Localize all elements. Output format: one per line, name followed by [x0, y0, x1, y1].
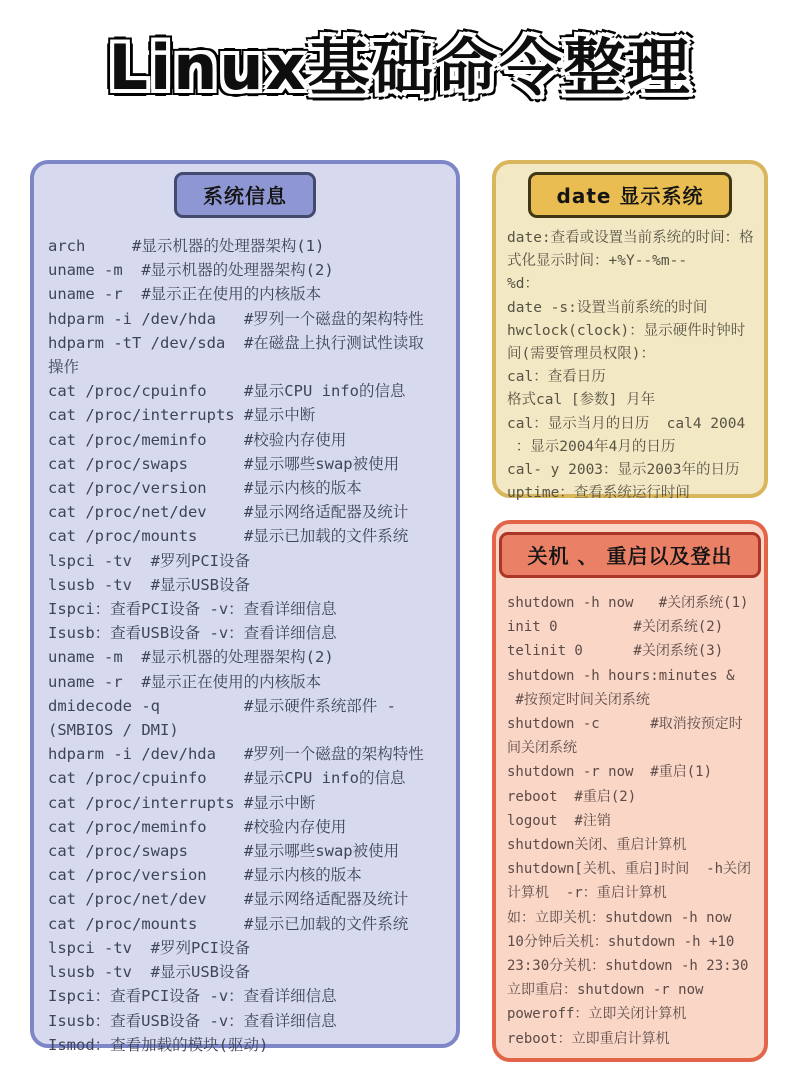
command-line: shutdown -h now #关闭系统(1)	[507, 595, 749, 611]
command-line: cal：查看日历	[507, 369, 606, 386]
command-line: uname -m #显示机器的处理器架构(2)	[48, 648, 334, 667]
panel-date-display-header: date 显示系统	[528, 172, 733, 218]
command-line: cat /proc/meminfo #校验内存使用	[48, 817, 347, 836]
command-line: uname -m #显示机器的处理器架构(2)	[48, 261, 334, 280]
command-line: cat /proc/mounts #显示已加载的文件系统	[48, 527, 409, 546]
command-line: 间(需要管理员权限)：	[507, 346, 655, 363]
command-line: %d：	[507, 276, 539, 293]
command-line: 式化显示时间：+%Y--%m--	[507, 253, 688, 270]
command-line: shutdown -r now #重启(1)	[507, 764, 713, 781]
command-line: ：显示2004年4月的日历	[507, 438, 676, 455]
command-line: cal：显示当月的日历 cal4 2004	[507, 415, 746, 432]
command-line: uptime：查看系统运行时间	[507, 485, 690, 502]
command-line: lspci -tv #罗列PCI设备	[48, 551, 250, 570]
page-title: Linux基础命令整理	[108, 31, 692, 104]
command-line: hdparm -tT /dev/sda #在磁盘上执行测试性读取	[48, 333, 424, 352]
panel-shutdown	[492, 520, 768, 1062]
command-line: shutdown -c #取消按预定时	[507, 716, 743, 733]
command-line: cat /proc/meminfo #校验内存使用	[48, 430, 347, 449]
command-line: shutdown -h hours:minutes &	[507, 667, 735, 684]
panel-shutdown-header: 关机 、 重启以及登出	[499, 532, 762, 578]
command-line: Ispci：查看PCI设备 -v：查看详细信息	[48, 987, 337, 1006]
command-line: (SMBIOS / DMI)	[48, 721, 179, 740]
command-line: cat /proc/mounts #显示已加载的文件系统	[48, 914, 409, 933]
command-line: reboot：立即重启计算机	[507, 1030, 670, 1047]
command-line: 23:30分关机：shutdown -h 23:30	[507, 958, 749, 975]
command-line: 操作	[48, 358, 80, 377]
command-line: Ispci：查看PCI设备 -v：查看详细信息	[48, 600, 337, 619]
panel-date-display-content	[496, 227, 764, 505]
command-line: cat /proc/swaps #显示哪些swap被使用	[48, 454, 400, 473]
command-line: lsusb -tv #显示USB设备	[48, 963, 250, 982]
command-line: hwclock(clock)：显示硬件时钟时	[507, 322, 746, 339]
command-line: 10分钟后关机：shutdown -h +10	[507, 933, 735, 950]
command-line: cat /proc/interrupts #显示中断	[48, 406, 316, 425]
command-line: telinit 0 #关闭系统(3)	[507, 643, 724, 660]
command-line: cat /proc/cpuinfo #显示CPU info的信息	[48, 769, 406, 788]
panel-system-info	[30, 160, 460, 1054]
command-line: cat /proc/version #显示内核的版本	[48, 479, 362, 498]
panel-shutdown-content	[496, 591, 764, 1051]
command-line: hdparm -i /dev/hda #罗列一个磁盘的架构特性	[48, 745, 424, 764]
command-line: poweroff：立即关闭计算机	[507, 1006, 687, 1023]
command-line: 如：立即关机：shutdown -h now	[507, 909, 732, 926]
command-line: cat /proc/cpuinfo #显示CPU info的信息	[48, 382, 406, 401]
command-line: cat /proc/swaps #显示哪些swap被使用	[48, 842, 400, 861]
command-line: hdparm -i /dev/hda #罗列一个磁盘的架构特性	[48, 309, 424, 328]
command-line: #按预定时间关闭系统	[507, 691, 650, 708]
command-line: cal- y 2003：显示2003年的日历	[507, 462, 740, 479]
command-line: logout #注销	[507, 812, 611, 829]
command-line: date -s:设置当前系统的时间	[507, 299, 708, 316]
command-line: Isusb：查看USB设备 -v：查看详细信息	[48, 624, 337, 643]
command-line: shutdown关闭、重启计算机	[507, 837, 687, 854]
command-line: cat /proc/version #显示内核的版本	[48, 866, 362, 885]
command-line: reboot #重启(2)	[507, 788, 637, 805]
panel-system-info-content	[34, 234, 456, 1057]
command-line: cat /proc/net/dev #显示网络适配器及统计	[48, 503, 409, 522]
command-line: Isusb：查看USB设备 -v：查看详细信息	[48, 1011, 337, 1030]
panel-system-info-header: 系统信息	[174, 172, 316, 218]
command-line: 计算机 -r：重启计算机	[507, 885, 667, 902]
command-line: arch #显示机器的处理器架构(1)	[48, 237, 325, 255]
command-line: 立即重启：shutdown -r now	[507, 982, 704, 999]
command-line: uname -r #显示正在使用的内核版本	[48, 672, 322, 691]
command-line: dmidecode -q #显示硬件系统部件 -	[48, 696, 396, 715]
command-line: uname -r #显示正在使用的内核版本	[48, 285, 322, 304]
command-line: lsusb -tv #显示USB设备	[48, 575, 250, 594]
command-line: init 0 #关闭系统(2)	[507, 619, 724, 636]
command-line: date:查看或设置当前系统的时间：格	[507, 230, 754, 246]
command-line: cat /proc/interrupts #显示中断	[48, 793, 316, 812]
command-line: shutdown[关机、重启]时间 -h关闭	[507, 861, 752, 878]
panel-date-display	[492, 160, 768, 502]
command-line: Ismod：查看加载的模块(驱动)	[48, 1035, 269, 1054]
command-line: 间关闭系统	[507, 740, 577, 757]
command-line: 格式cal [参数] 月年	[507, 392, 656, 409]
command-line: lspci -tv #罗列PCI设备	[48, 938, 250, 957]
command-line: cat /proc/net/dev #显示网络适配器及统计	[48, 890, 409, 909]
